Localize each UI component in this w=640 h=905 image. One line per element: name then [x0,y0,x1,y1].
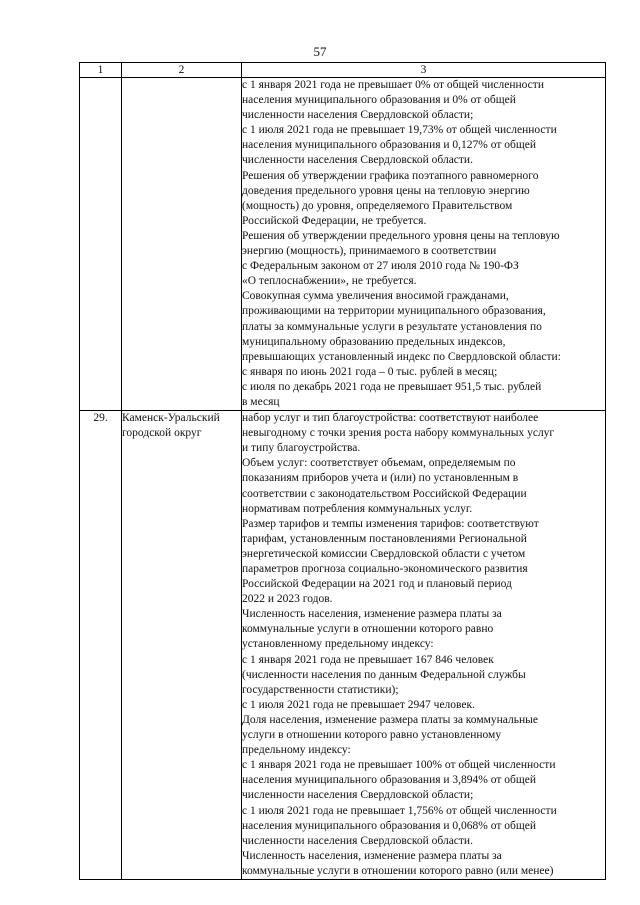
text-line: численности населения Свердловской области. [242,154,473,167]
text-line: предельному индексу: [242,744,351,757]
text-line: Размер тарифов и темпы изменения тарифов: соответствуют [242,517,539,530]
text-line: Объем услуг: соответствует объемам, определяемым по [242,457,516,470]
column-header-3: 3 [242,63,606,78]
text-line: в месяц [242,395,280,408]
text-line: Численность населения, изменение размера платы за [242,849,502,862]
text-line: превышающих установленный индекс по Свердловской области: [242,350,561,363]
text-line: 2022 и 2023 годов. [242,593,333,606]
text-line: энергетической комиссии Свердловской области с учетом [242,547,526,560]
description-cell [242,411,606,880]
text-line: государственности статистики); [242,683,399,696]
text-line: установленному предельному индексу: [242,638,434,651]
table-header-row [80,63,606,78]
text-line: коммунальные услуги в отношении которого равно (или менее) [242,864,554,877]
text-line: коммунальные услуги в отношении которого равно [242,623,494,636]
column-header-2: 2 [122,63,242,78]
text-line: населения муниципального образования и 3,894% от общей [242,774,536,787]
text-line: нормативам потребления коммунальных услуг. [242,502,473,515]
text-line: Доля населения, изменение размера платы за коммунальные [242,713,538,726]
text-line: муниципальному образованию предельных индексов, [242,335,506,348]
text-line: Численность населения, изменение размера платы за [242,608,502,621]
text-line: Российской Федерации, не требуется. [242,214,427,227]
text-line: невыгодному с точки зрения роста набору коммунальных услуг [242,427,555,440]
text-line: и типу благоустройства. [242,442,361,455]
text-line: параметров прогноза социально-экономического развития [242,563,528,575]
text-line: доведения предельного уровня цены на тепловую энергию [242,184,530,197]
text-line: с 1 января 2021 года не превышает 167 846 человек [242,653,494,666]
text-line: Решения об утверждении графика поэтапного равномерного [242,169,539,182]
text-line: численности населения Свердловской области; [242,789,474,802]
row-number-cell: 29. [80,411,122,880]
municipality-name-line: городской округ [122,427,202,440]
text-line: (мощность) до уровня, определяемого Правительством [242,199,513,212]
text-line: проживающими на территории муниципального образования, [242,305,546,318]
text-line: населения муниципального образования и 0,068% от общей [242,819,536,832]
text-line: набор услуг и тип благоустройства: соответствуют наиболее [242,412,539,425]
text-line: Российской Федерации на 2021 год и плановый период [242,578,512,591]
text-line: населения муниципального образования и 0,127% от общей [242,139,536,152]
text-line: показаниям приборов учета и (или) по установленным в [242,472,519,485]
text-line: населения муниципального образования и 0% от общей [242,94,516,107]
text-line: с 1 января 2021 года не превышает 100% от общей численности [242,759,556,772]
text-line: с Федеральным законом от 27 июля 2010 года № 190-ФЗ [242,260,519,273]
text-line: платы за коммунальные услуги в результате установления по [242,320,542,333]
text-line: численности населения Свердловской области. [242,834,473,847]
text-line: соответствии с законодательством Российской Федерации [242,487,527,500]
text-line: услуги в отношении которого равно установленному [242,729,502,742]
page-number: 57 [313,44,327,59]
municipality-name-cell [122,78,242,411]
column-header-1: 1 [80,63,122,78]
text-line: с 1 января 2021 года не превышает 0% от общей численности [242,79,544,91]
text-line: (численности населения по данным Федеральной службы [242,668,526,681]
text-line: с 1 июля 2021 года не превышает 19,73% от общей численности [242,124,557,137]
text-line: Решения об утверждении предельного уровня цены на тепловую [242,229,560,242]
municipality-name-line: Каменск-Уральский [122,412,220,425]
text-line: с 1 июля 2021 года не превышает 1,756% от общей численности [242,804,557,817]
row-number-cell [80,78,122,411]
municipality-name-cell [122,411,242,880]
text-line: с 1 июля 2021 года не превышает 2947 человек. [242,698,475,711]
description-cell [242,78,606,411]
document-table [79,62,606,880]
text-line: «О теплоснабжении», не требуется. [242,275,417,288]
table-row [80,411,606,880]
text-line: численности населения Свердловской области; [242,109,474,122]
text-line: Совокупная сумма увеличения вносимой гражданами, [242,290,509,303]
text-line: с января по июнь 2021 года – 0 тыс. рублей в месяц; [242,365,498,378]
text-line: тарифам, установленным постановлениями Региональной [242,532,527,545]
text-line: энергию (мощность), принимаемого в соответствии [242,245,497,258]
text-line: с июля по декабрь 2021 года не превышает 951,5 тыс. рублей [242,380,542,393]
table-row [80,78,606,411]
